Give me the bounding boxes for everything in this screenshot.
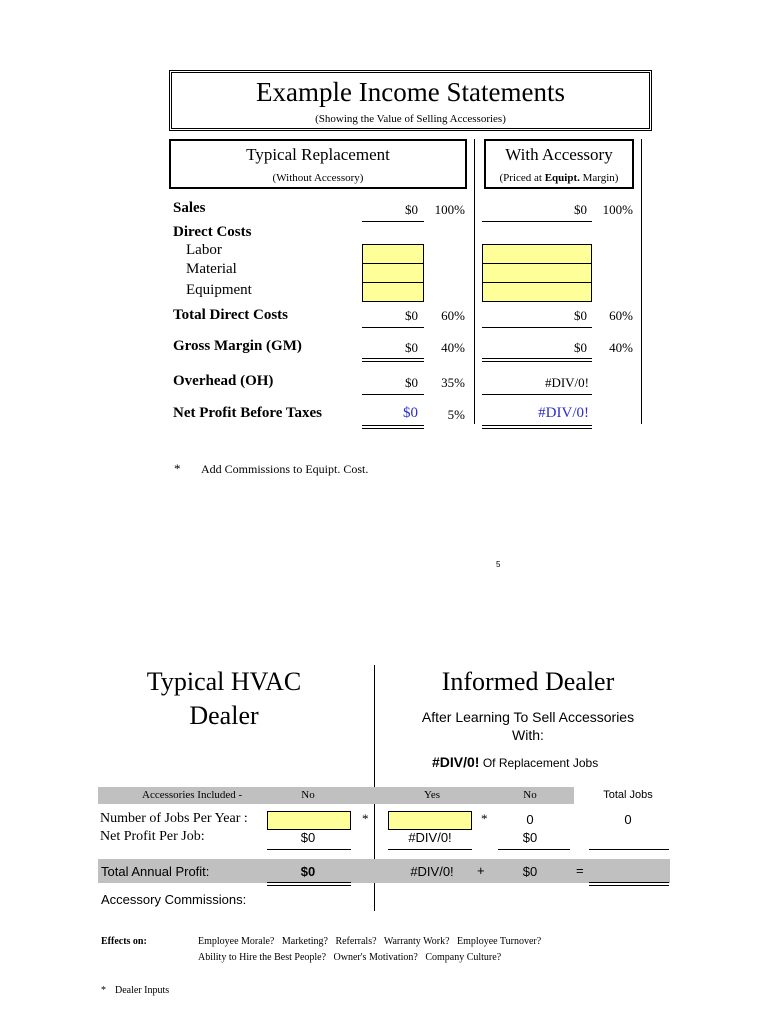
gross-margin-accessory-percent: 40% [609,340,633,355]
gross-margin-typical-percent: 40% [441,340,465,355]
net-profit-double-underline [482,425,592,429]
sales-label: Sales [173,200,206,216]
informed-dealer-subtitle: After Learning To Sell Accessories [421,709,635,725]
overhead-label: Overhead (OH) [173,373,274,389]
net-profit-per-job-yes: #DIV/0! [408,830,452,845]
net-profit-per-job-underline [498,849,570,850]
overhead-accessory-value: #DIV/0! [544,375,589,390]
total-jobs-value: 0 [624,812,632,827]
total-direct-underline [482,327,592,328]
net-profit-per-job-underline [388,849,472,850]
overhead-underline [362,394,424,395]
net-profit-per-job-typical: $0 [300,830,316,845]
total-direct-costs-label: Total Direct Costs [173,307,288,323]
header-no-typical: No [301,789,315,801]
overhead-underline [482,394,592,395]
total-annual-profit-typical: $0 [300,864,316,879]
informed-dealer-subtitle-line2: With: [512,727,544,743]
plus-sign: + [477,863,485,878]
header-total-jobs: Total Jobs [603,789,653,801]
typical-replacement-heading: Typical Replacement [246,145,390,164]
page-title: Example Income Statements [256,77,565,107]
typical-jobs-star: * [362,811,369,826]
overhead-typical-percent: 35% [441,375,465,390]
equipment-accessory-input[interactable] [482,282,592,302]
sales-accessory-value: $0 [574,202,587,217]
typical-dealer-title: Typical HVAC [146,667,302,696]
page-subtitle: (Showing the Value of Selling Accessories) [315,113,506,125]
total-direct-underline [362,327,424,328]
with-accessory-sub: (Priced at Equipt. Margin) [499,172,619,184]
informed-no-jobs-value: 0 [526,812,534,827]
dealer-inputs-star: * [101,985,106,996]
gross-margin-typical-value: $0 [405,340,418,355]
annual-profit-double-underline [589,882,669,886]
typical-jobs-input[interactable] [267,811,351,830]
column-divider [474,139,475,424]
net-profit-label: Net Profit Before Taxes [173,405,322,421]
total-direct-typical-percent: 60% [441,308,465,323]
net-profit-per-job-label: Net Profit Per Job: [100,829,205,844]
sales-underline [362,221,424,222]
equipment-label: Equipment [186,282,252,298]
total-annual-profit-no: $0 [522,864,538,879]
material-accessory-input[interactable] [482,263,592,283]
direct-costs-label: Direct Costs [173,224,252,240]
net-profit-typical-percent: 5% [447,407,465,422]
footnote-star: * [174,461,181,476]
material-label: Material [186,261,237,277]
typical-replacement-sub: (Without Accessory) [272,172,364,184]
effects-list-line1: Employee Morale? Marketing? Referrals? Warranty Work? Employee Turnover? [198,936,542,947]
gross-margin-label: Gross Margin (GM) [173,338,302,354]
with-accessory-heading: With Accessory [505,145,613,164]
overhead-typical-value: $0 [405,375,418,390]
net-profit-per-job-underline [267,849,351,850]
dealer-inputs-note: Dealer Inputs [115,985,170,996]
total-jobs-underline [589,849,669,850]
footnote-text: Add Commissions to Equipt. Cost. [201,462,369,476]
total-direct-accessory-percent: 60% [609,308,633,323]
gross-margin-double-underline [362,358,424,362]
replacement-jobs-ratio [432,754,598,770]
accessory-commissions-label: Accessory Commissions: [101,892,247,907]
effects-on-label: Effects on: [101,936,147,947]
total-direct-typical-value: $0 [405,308,418,323]
sales-typical-percent: 100% [434,202,465,217]
informed-yes-jobs-input[interactable] [388,811,472,830]
material-typical-input[interactable] [362,263,424,283]
annual-profit-double-underline [267,882,351,886]
net-profit-typical-value: $0 [403,405,418,421]
net-profit-per-job-no: $0 [522,830,538,845]
typical-dealer-title-line2: Dealer [189,701,259,730]
sales-accessory-percent: 100% [602,202,633,217]
total-annual-profit-yes: #DIV/0! [410,864,454,879]
page-number: 5 [496,560,501,569]
informed-jobs-star: * [481,811,488,826]
gross-margin-accessory-value: $0 [574,340,587,355]
effects-list-line2: Ability to Hire the Best People? Owner's Motivation? Company Culture? [198,952,502,963]
labor-label: Labor [186,242,222,258]
accessories-included-label: Accessories Included - [142,789,243,801]
equipment-typical-input[interactable] [362,282,424,302]
labor-accessory-input[interactable] [482,244,592,264]
right-border [641,139,642,424]
jobs-per-year-label: Number of Jobs Per Year : [100,811,248,826]
sales-underline [482,221,592,222]
div-value: #DIV/0! [432,754,480,770]
header-yes: Yes [423,789,440,801]
informed-dealer-title: Informed Dealer [441,667,615,696]
net-profit-double-underline [362,425,424,429]
net-profit-accessory-value: #DIV/0! [538,405,589,421]
labor-typical-input[interactable] [362,244,424,264]
gross-margin-double-underline [482,358,592,362]
div-suffix: Of Replacement Jobs [482,756,599,770]
header-no-informed: No [523,789,537,801]
total-direct-accessory-value: $0 [574,308,587,323]
equals-sign: = [576,863,584,878]
sales-typical-value: $0 [405,202,418,217]
total-annual-profit-label: Total Annual Profit: [101,864,210,879]
